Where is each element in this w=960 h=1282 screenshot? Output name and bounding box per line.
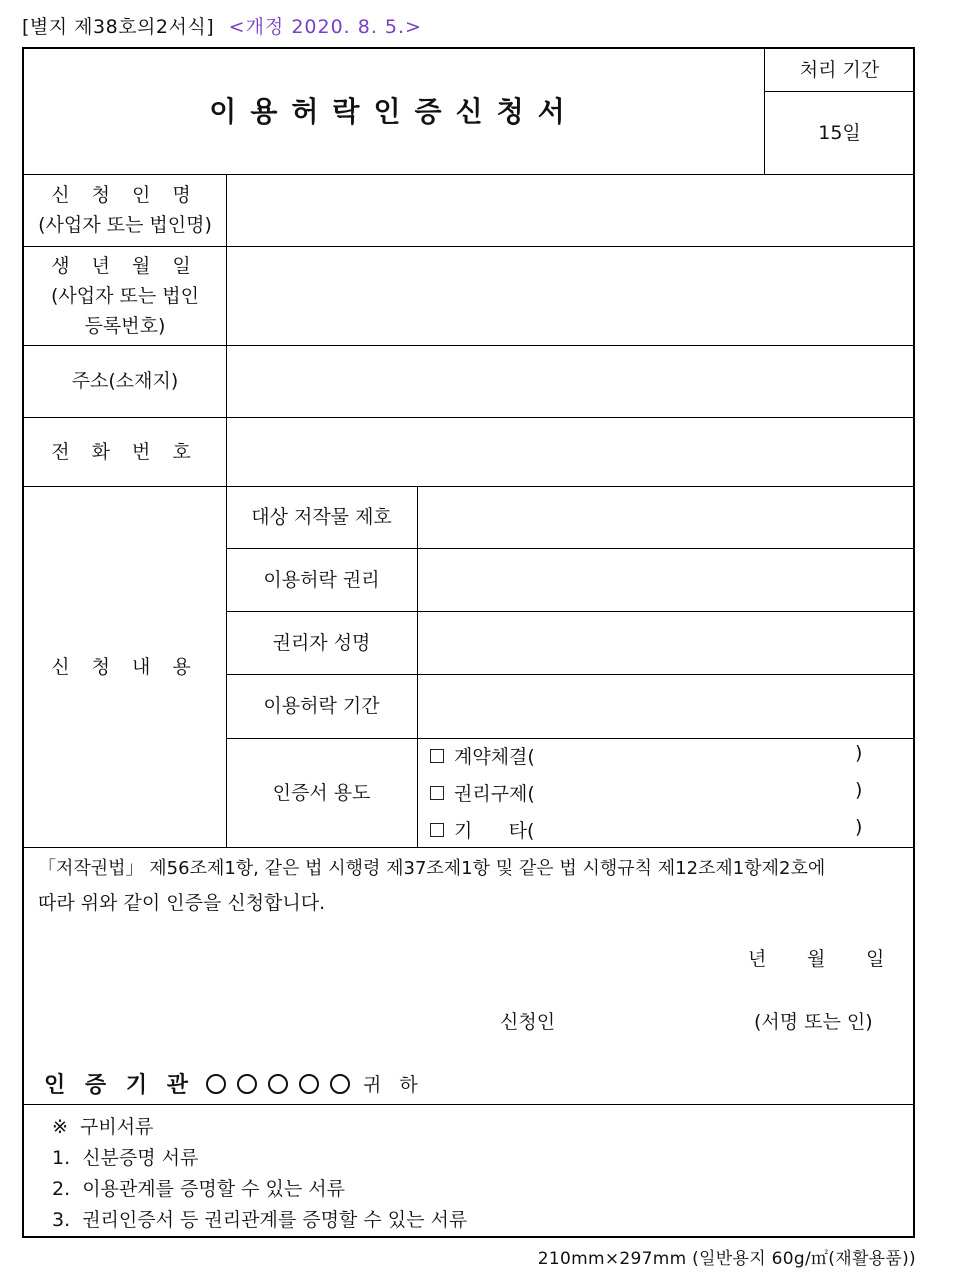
document-item: 2. 이용관계를 증명할 수 있는 서류 (52, 1178, 345, 1200)
phone-label: 전 화 번 호 (51, 440, 199, 463)
right-holder-field[interactable] (417, 611, 915, 674)
document-item: 1. 신분증명 서류 (52, 1147, 199, 1169)
circle-icon (299, 1074, 319, 1094)
processing-period-label: 처리 기간 (799, 59, 880, 81)
birth-date-label-line2: (사업자 또는 법인 (51, 284, 199, 307)
divider (24, 847, 915, 848)
date-year: 년 (748, 948, 767, 970)
form-number: [별지 제38호의2서식] (22, 16, 215, 38)
applicant-name-label (24, 174, 226, 246)
purpose-paren-close: ) (855, 742, 863, 764)
certificate-purpose-label: 인증서 용도 (272, 781, 371, 804)
purpose-option-other[interactable] (430, 816, 534, 843)
application-statement (38, 852, 908, 920)
circle-icon (268, 1074, 288, 1094)
applicant-name-label-line2: (사업자 또는 법인명) (38, 214, 212, 236)
birth-date-label-line1: 생 년 월 일 (51, 254, 199, 277)
license-period-field[interactable] (417, 674, 915, 738)
request-section-label: 신 청 내 용 (51, 655, 199, 678)
work-title-label: 대상 저작물 제호 (251, 506, 392, 528)
circle-icon (206, 1074, 226, 1094)
licensed-right-label: 이용허락 권리 (263, 568, 380, 591)
birth-date-field[interactable] (226, 246, 915, 345)
birth-date-label (24, 246, 226, 345)
date-month: 월 (807, 948, 826, 970)
paper-spec: 210mm×297mm (일반용지 60g/㎡(재활용품)) (537, 1249, 916, 1269)
purpose-option-contract[interactable] (430, 742, 535, 769)
purpose-paren-close: ) (855, 816, 863, 838)
form-title: 이용허락인증신청서 (209, 94, 579, 128)
licensed-right-field[interactable] (417, 548, 915, 611)
required-documents (52, 1112, 467, 1236)
address-field[interactable] (226, 345, 915, 417)
right-holder-label: 권리자 성명 (272, 631, 371, 654)
circle-icon (237, 1074, 257, 1094)
form-frame (22, 47, 915, 1238)
license-period-label: 이용허락 기간 (263, 695, 380, 717)
document-item: 3. 권리인증서 등 권리관계를 증명할 수 있는 서류 (52, 1209, 468, 1231)
documents-heading: ※ 구비서류 (52, 1116, 154, 1138)
processing-period-value: 15일 (818, 121, 861, 144)
recipient-suffix: 귀 하 (363, 1074, 424, 1096)
purpose-option-label: 계약체결( (454, 746, 535, 768)
certification-agency-label: 인 증 기 관 (44, 1073, 194, 1098)
purpose-option-label: 기 타( (454, 820, 535, 842)
statement-line-2: 따라 위와 같이 인증을 신청합니다. (38, 892, 326, 914)
statement-line-1: 「저작권법」 제56조제1항, 같은 법 시행령 제37조제1항 및 같은 법 시행규칙 제12조제1항제2호에 (38, 858, 826, 879)
phone-field[interactable] (226, 417, 915, 486)
signature-placeholder: (서명 또는 인) (754, 1011, 873, 1033)
divider (24, 1104, 915, 1105)
work-title-field[interactable] (417, 486, 915, 548)
recipient-line (44, 1068, 424, 1099)
checkbox-icon[interactable] (430, 786, 444, 800)
circle-icon (330, 1074, 350, 1094)
form-number-line (22, 12, 422, 39)
birth-date-label-line3: 등록번호) (84, 314, 166, 337)
purpose-option-label: 권리구제( (454, 783, 535, 805)
date-day: 일 (866, 948, 885, 970)
applicant-sign-label: 신청인 (500, 1011, 556, 1033)
applicant-name-field[interactable] (226, 174, 915, 246)
checkbox-icon[interactable] (430, 823, 444, 837)
checkbox-icon[interactable] (430, 749, 444, 763)
purpose-paren-close: ) (855, 779, 863, 801)
address-label: 주소(소재지) (71, 370, 179, 392)
revision-date: <개정 2020. 8. 5.> (228, 16, 422, 38)
purpose-option-remedy[interactable] (430, 779, 535, 806)
applicant-name-label-line1: 신 청 인 명 (51, 184, 199, 206)
